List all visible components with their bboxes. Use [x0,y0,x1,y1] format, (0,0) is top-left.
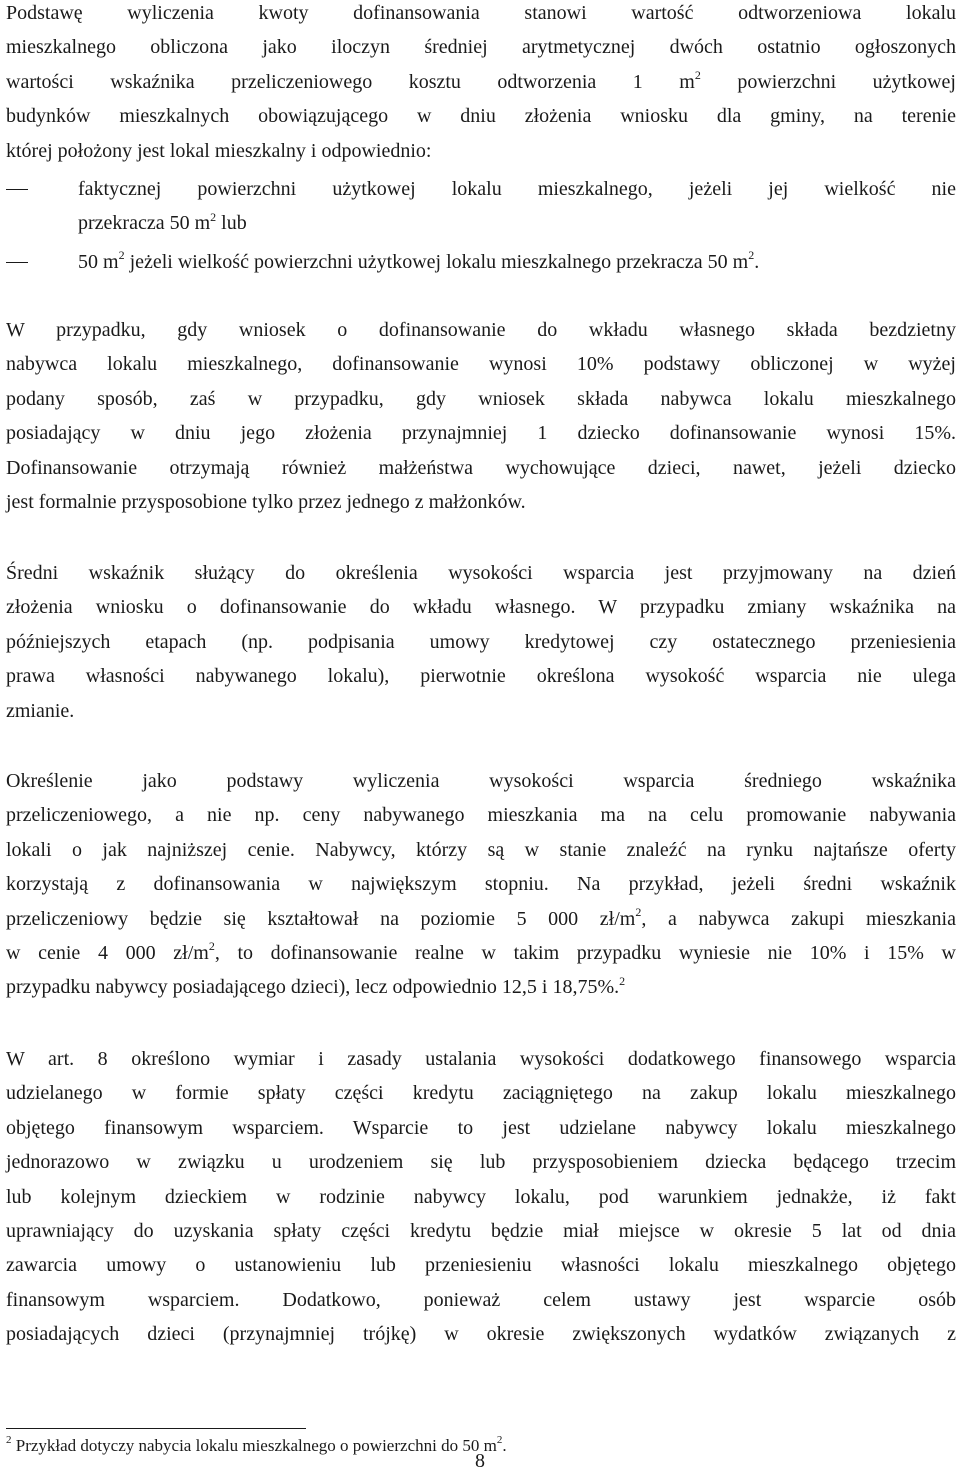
text-line: budynków mieszkalnych obowiązującego w dniu złożenia wniosku dla gminy, na terenie [6,105,956,128]
text-line: jest formalnie przysposobione tylko przez jednego z małżonków. [6,491,526,514]
text-line: przeliczeniowy będzie się kształtował na poziomie 5 000 $zł/m^2$, a nabywca zakupi mieszkania [6,904,956,930]
paragraph-article-8 [6,1042,956,1352]
text-line: udzielanego w formie spłaty części kredytu zaciągniętego na zakup lokalu mieszkalnego [6,1082,956,1105]
text-line: W przypadku, gdy wniosek o dofinansowanie do wkładu własnego składa bezdzietny [6,319,956,341]
text-line: 50 $m^2$ jeżeli wielkość powierzchni użytkowej lokalu mieszkalnego przekracza 50 $m^2$. [78,248,760,273]
text-line: mieszkalnego obliczona jako iloczyn średniej arytmetycznej dwóch ostatnio ogłoszonych [6,36,956,59]
footnote: $^2$ Przykład dotyczy nabycia lokalu mieszkalnego o powierzchni do 50 $m^2$. [6,1434,507,1455]
list-item [6,172,956,241]
text-line: finansowym wsparciem. Dodatkowo, ponieważ celem ustawy jest wsparcie osób [6,1288,956,1311]
text-line: prawa własności nabywanego lokalu), pierwotnie określona wysokość wsparcia nie ulega [6,665,956,688]
text-line: podany sposób, zaś w przypadku, gdy wniosek składa nabywca lokalu mieszkalnego [6,387,956,410]
text-line: przekracza 50 $m^2$ lub [78,209,247,235]
text-line: Określenie jako podstawy wyliczenia wysokości wsparcia średniego wskaźnika [6,770,956,792]
text-line: lokali o jak najniższej cenie. Nabywcy, którzy są w stanie znaleźć na rynku najtańsze oferty [6,838,956,861]
text-line: zawarcia umowy o ustanowieniu lub przeniesieniu własności lokalu mieszkalnego objętego [6,1254,956,1277]
page-number: 8 [475,1450,485,1472]
paragraph-dofinancing-rates [6,313,956,519]
text-line: przypadku nabywcy posiadającego dzieci), lecz odpowiednio 12,5 i 18,75%.$^2$ [6,973,626,999]
text-line: w cenie 4 000 $zł/m^2$, to dofinansowanie realne w takim przypadku wyniesie nie 10% i 15% w [6,939,956,965]
text-line: faktycznej powierzchni użytkowej lokalu mieszkalnego, jeżeli jej wielkość nie [78,178,956,200]
footnote-reference: 2 [619,973,626,988]
text-line: nabywca lokalu mieszkalnego, dofinansowanie wynosi 10% podstawy obliczonej w wyżej [6,353,956,376]
text-line: zmianie. [6,699,75,722]
text-line: Dofinansowanie otrzymają również małżeństwa wychowujące dzieci, nawet, jeżeli dziecko [6,456,956,479]
text-line: posiadający w dniu jego złożenia przynajmniej 1 dziecko dofinansowanie wynosi 15%. [6,422,956,445]
text-line: złożenia wniosku o dofinansowanie do wkładu własnego. W przypadku zmiany wskaźnika na [6,596,956,619]
text-line: uprawniający do uzyskania spłaty części kredytu będzie miał miejsce w okresie 5 lat od dnia [6,1220,956,1243]
text-line: korzystają z dofinansowania w największym stopniu. Na przykład, jeżeli średni wskaźnik [6,873,956,896]
text-line: Średni wskaźnik służący do określenia wysokości wsparcia jest przyjmowany na dzień [6,562,956,584]
text-line: przeliczeniowego, a nie np. ceny nabywanego mieszkania ma na celu promowanie nabywania [6,804,956,827]
text-line: której położony jest lokal mieszkalny i odpowiednio: [6,139,432,162]
text-line: wartości wskaźnika przeliczeniowego kosztu odtworzenia 1 $m^2$ powierzchni użytkowej [6,68,956,93]
text-line: późniejszych etapach (np. podpisania umowy kredytowej czy ostatecznego przeniesienia [6,630,956,653]
text-line: Podstawę wyliczenia kwoty dofinansowania stanowi wartość odtworzeniowa lokalu [6,2,956,24]
paragraph-average-indicator [6,556,956,728]
text-line: jednorazowo w związku u urodzeniem się lub przysposobieniem dziecka będącego trzecim [6,1151,956,1174]
text-line: W art. 8 określono wymiar i zasady ustalania wysokości dodatkowego finansowego wsparcia [6,1048,956,1070]
paragraph-indicator-rationale [6,764,956,1005]
text-line: posiadających dzieci (przynajmniej trójkę) w okresie zwiększonych wydatków związanych z [6,1323,956,1346]
text-line: lub kolejnym dzieckiem w rodzinie nabywcy lokalu, pod warunkiem jednakże, iż fakt [6,1185,956,1208]
footnote-divider [6,1428,306,1429]
list-item [6,245,956,279]
text-line: objętego finansowym wsparciem. Wsparcie to jest udzielane nabywcy lokalu mieszkalnego [6,1116,956,1139]
paragraph-calculation-basis [6,0,956,168]
